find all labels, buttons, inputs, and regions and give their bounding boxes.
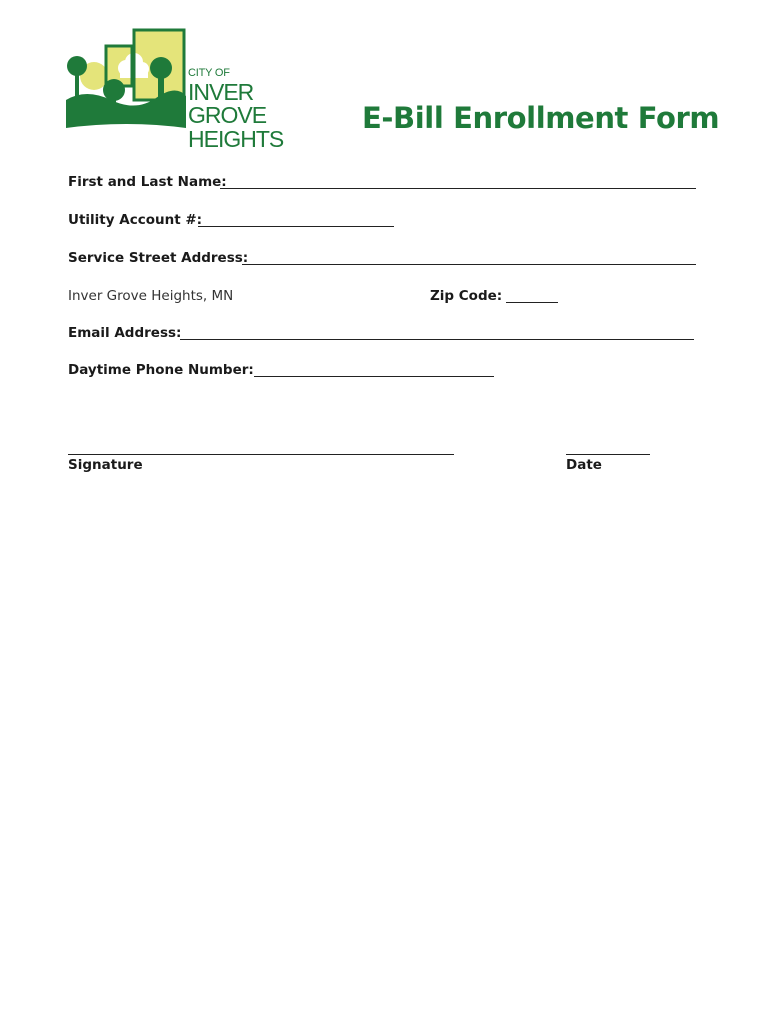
email-field[interactable] xyxy=(180,325,694,340)
email-row xyxy=(68,325,698,345)
name-label: First and Last Name: xyxy=(68,174,227,190)
zip-label: Zip Code: xyxy=(430,288,503,304)
name-field[interactable] xyxy=(220,174,696,189)
phone-row xyxy=(68,362,498,382)
account-field[interactable] xyxy=(198,212,394,227)
logo-city-of: CITY OF xyxy=(188,67,230,79)
address-row xyxy=(68,250,698,270)
city-logo xyxy=(66,28,322,152)
account-label: Utility Account #: xyxy=(68,212,203,228)
date-label: Date xyxy=(566,457,602,473)
logo-inver-grove: INVER GROVE xyxy=(188,79,267,128)
signature-field[interactable] xyxy=(68,440,454,455)
signature-label: Signature xyxy=(68,457,143,473)
date-field[interactable] xyxy=(566,440,650,455)
logo-wordmark xyxy=(188,68,322,152)
email-label: Email Address: xyxy=(68,325,182,341)
zip-field[interactable] xyxy=(506,288,558,303)
city-state-text: Inver Grove Heights, MN xyxy=(68,288,234,304)
logo-heights: HEIGHTS xyxy=(188,126,284,152)
address-label: Service Street Address: xyxy=(68,250,249,266)
city-logo-graphic xyxy=(66,28,191,132)
city-zip-row xyxy=(68,288,568,308)
form-title: E-Bill Enrollment Form xyxy=(362,101,720,135)
name-row xyxy=(68,174,698,194)
phone-field[interactable] xyxy=(254,362,494,377)
account-row xyxy=(68,212,398,232)
address-field[interactable] xyxy=(242,250,696,265)
phone-label: Daytime Phone Number: xyxy=(68,362,254,378)
